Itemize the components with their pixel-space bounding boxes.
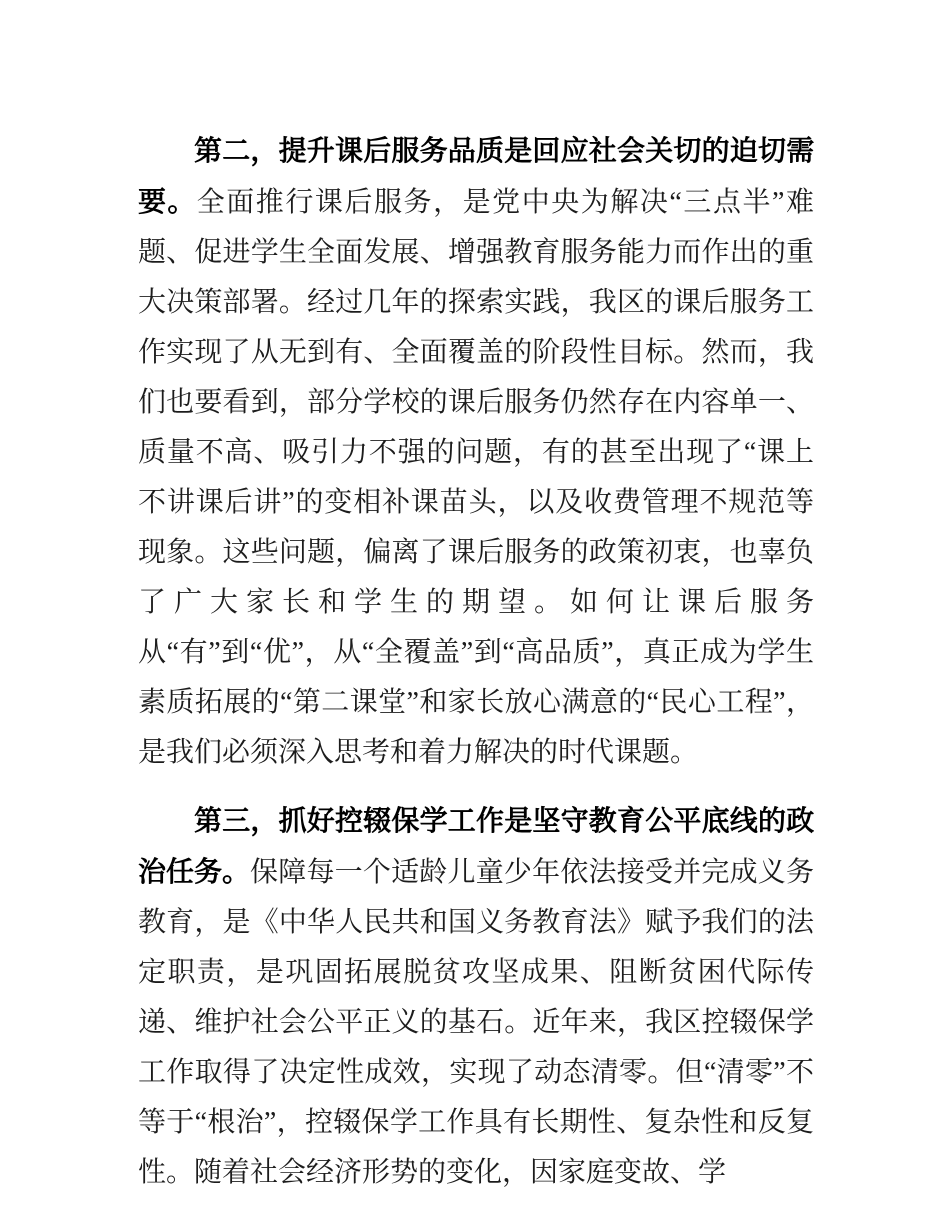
document-text-column bbox=[138, 126, 814, 1198]
paragraph-third-point-body: 保障每一个适龄儿童少年依法接受并完成义务教育，是《中华人民共和国义务教育法》赋予我们的法定职责，是巩固拓展脱贫攻坚成果、阻断贫困代际传递、维护社会公平正义的基石。近年来，我区控辍保学工作取得了决定性成效，实现了动态清零。但“清零”不等于“根治”，控辍保学工作具有长期性、复杂性和反复性。随着社会经济形势的变化，因家庭变故、学 bbox=[138, 857, 814, 1188]
paragraph-second-point bbox=[138, 126, 814, 778]
paragraph-second-point-body: 全面推行课后服务，是党中央为解决“三点半”难题、促进学生全面发展、增强教育服务能力而作出的重大决策部署。经过几年的探索实践，我区的课后服务工作实现了从无到有、全面覆盖的阶段性目标。然而，我们也要看到，部分学校的课后服务仍然存在内容单一、质量不高、吸引力不强的问题，有的甚至出现了“课上不讲课后讲”的变相补课苗头，以及收费管理不规范等现象。这些问题，偏离了课后服务的政策初衷，也辜负了广大家长和学生的期望。如何让课后服务从“有”到“优”，从“全覆盖”到“高品质”，真正成为学生素质拓展的“第二课堂”和家长放心满意的“民心工程”，是我们必须深入思考和着力解决的时代课题。 bbox=[138, 187, 815, 768]
paragraph-third-point-lede: 第三，抓好控辍保学工作是坚守教育公平底线的政治任务。 bbox=[138, 805, 814, 887]
paragraph-second-point-lede: 第二，提升课后服务品质是回应社会关切的迫切需要。 bbox=[138, 135, 814, 217]
paragraph-third-point bbox=[138, 796, 814, 1198]
